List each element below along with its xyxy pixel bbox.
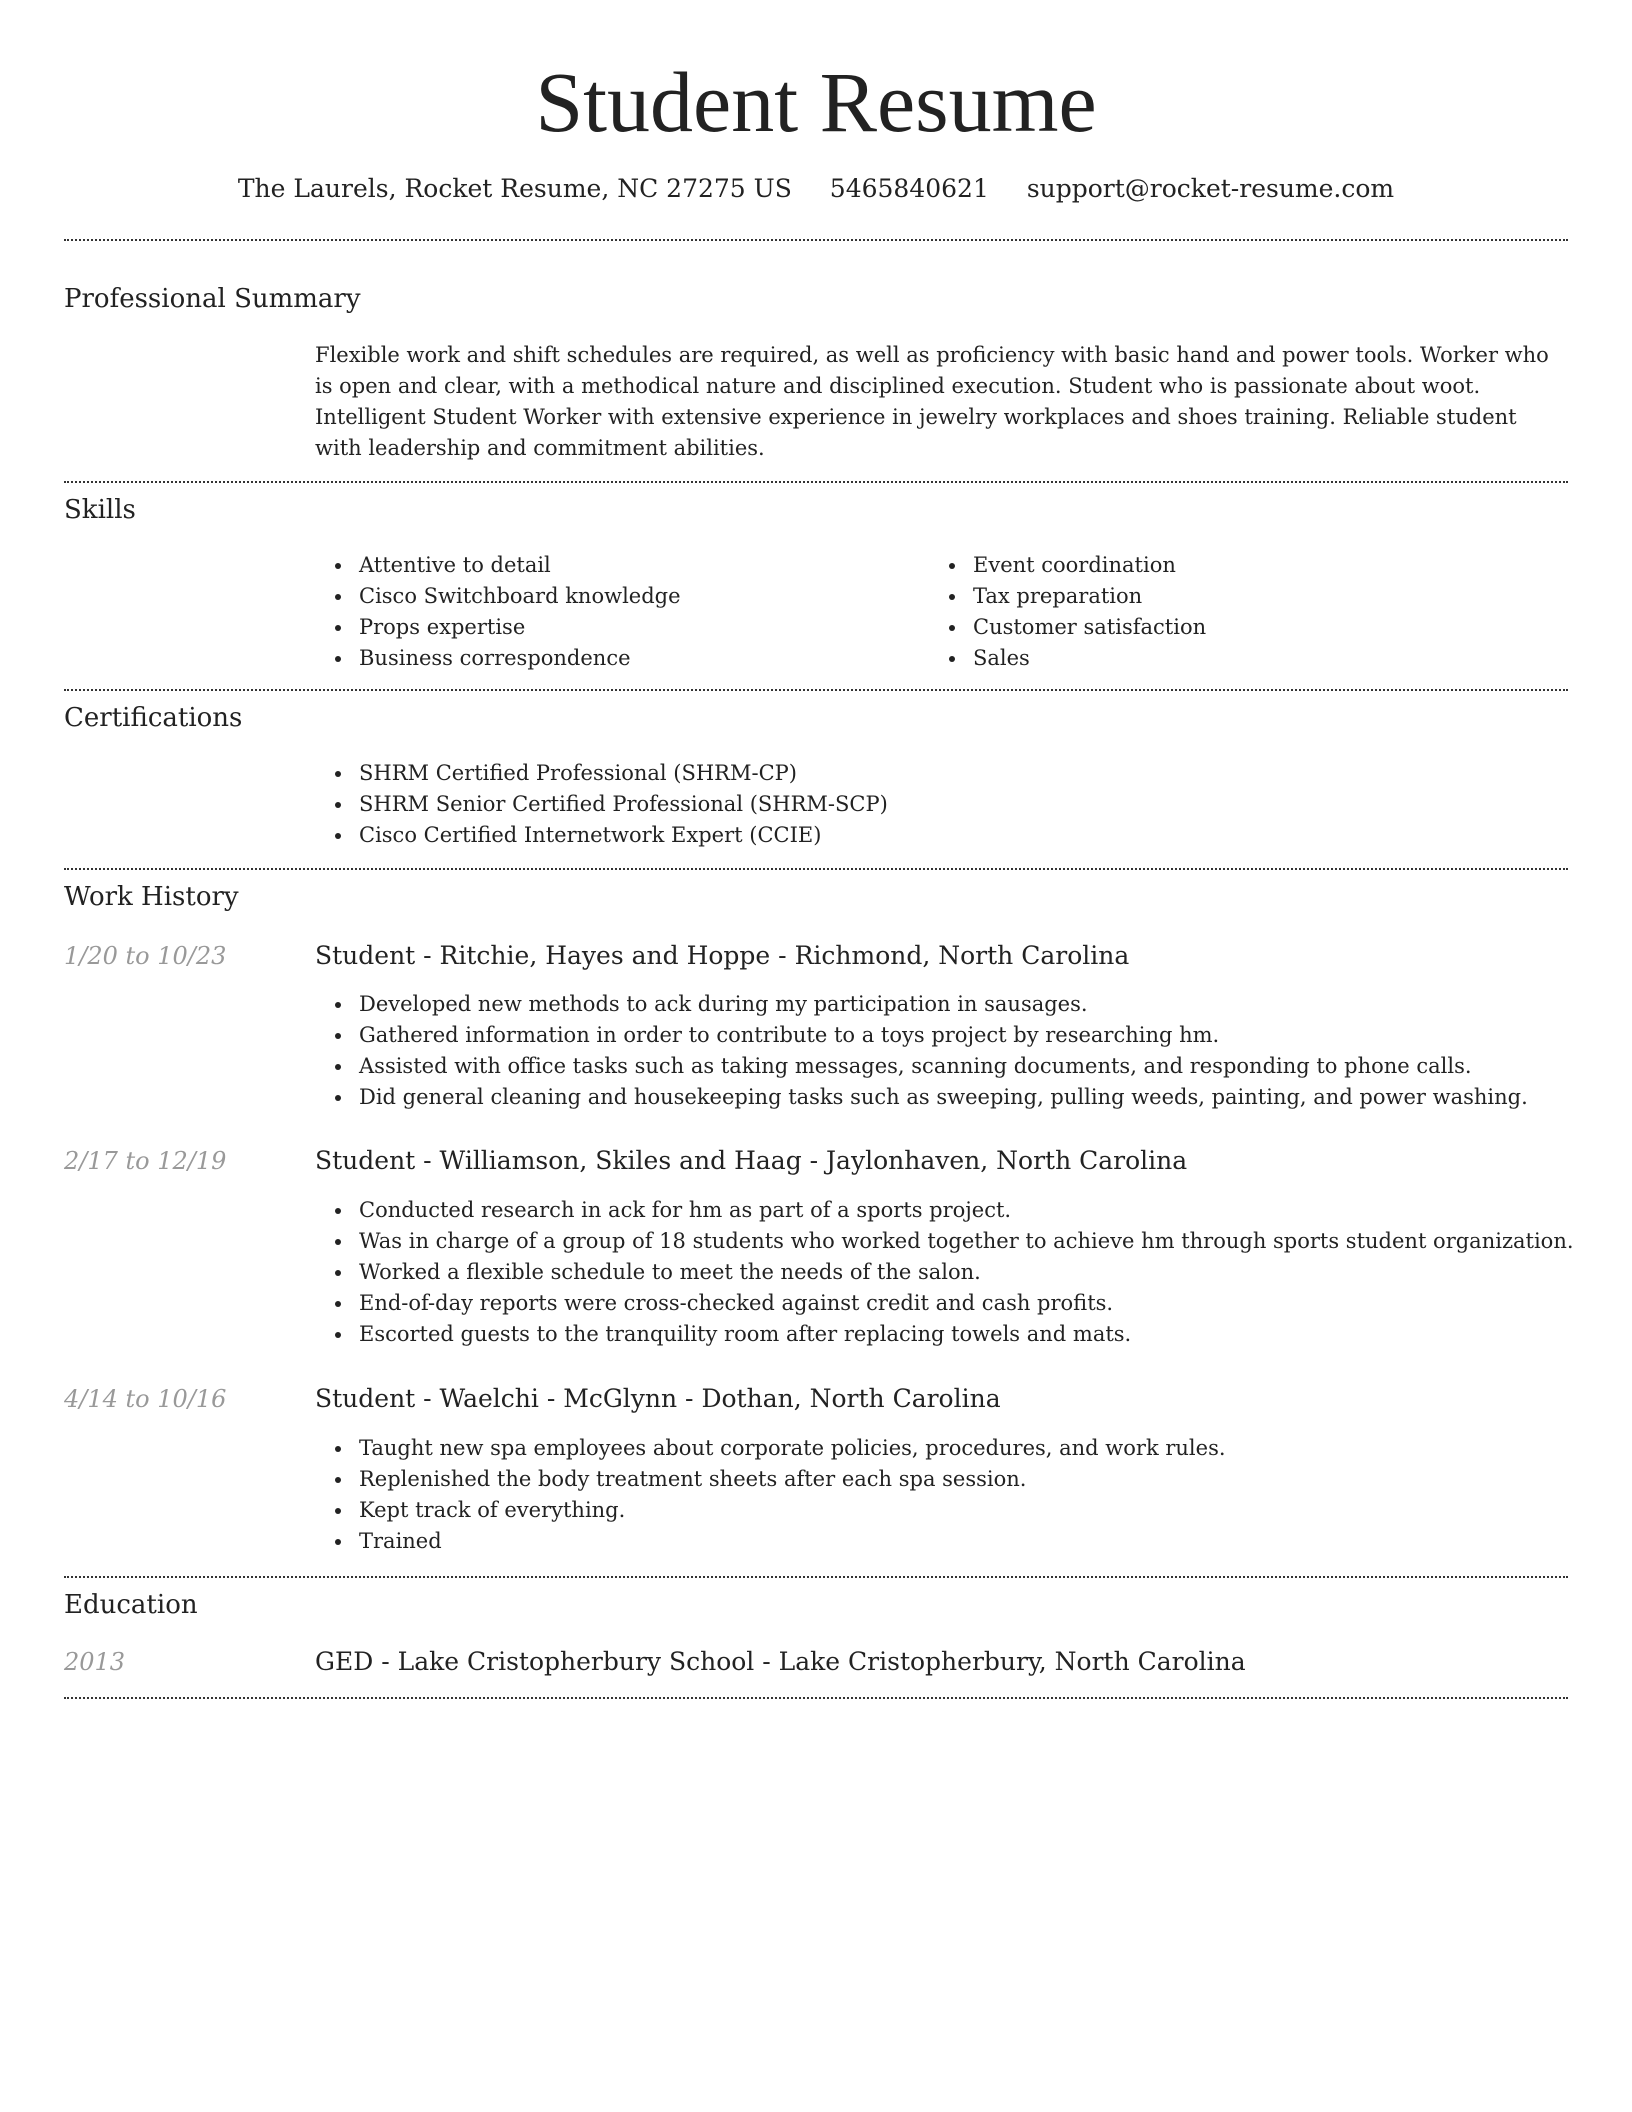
- job-bullet: Assisted with office tasks such as taking messages, scanning documents, and responding to phone calls.: [315, 1051, 1565, 1082]
- certification-item: SHRM Senior Certified Professional (SHRM-SCP): [315, 789, 1215, 820]
- skill-item: Props expertise: [315, 612, 915, 643]
- skill-item: Business correspondence: [315, 643, 915, 674]
- skill-item: Event coordination: [929, 550, 1529, 581]
- divider: [64, 239, 1568, 241]
- certifications-list: [315, 758, 1215, 851]
- job-bullets: [315, 1433, 1565, 1557]
- summary-section: [315, 340, 1565, 464]
- divider: [64, 481, 1568, 483]
- section-heading-work-history: Work History: [64, 882, 239, 912]
- job-dates: 1/20 to 10/23: [64, 942, 227, 970]
- job-bullet: Replenished the body treatment sheets after each spa session.: [315, 1464, 1565, 1495]
- job-bullet: Trained: [315, 1526, 1565, 1557]
- divider: [64, 689, 1568, 691]
- job-bullet: Was in charge of a group of 18 students who worked together to achieve hm through sports student organization.: [315, 1226, 1565, 1257]
- contact-phone: 5465840621: [829, 174, 989, 203]
- job-bullet: Did general cleaning and housekeeping tasks such as sweeping, pulling weeds, painting, and power washing.: [315, 1082, 1565, 1113]
- job-bullet: Taught new spa employees about corporate policies, procedures, and work rules.: [315, 1433, 1565, 1464]
- job-title: Student - Williamson, Skiles and Haag - Jaylonhaven, North Carolina: [315, 1146, 1188, 1175]
- job-bullets: [315, 989, 1565, 1113]
- section-heading-skills: Skills: [64, 495, 136, 525]
- education-year: 2013: [64, 1648, 126, 1676]
- resume-title: Student Resume: [535, 54, 1097, 150]
- divider: [64, 1576, 1568, 1578]
- job-dates: 2/17 to 12/19: [64, 1147, 227, 1175]
- certification-item: Cisco Certified Internetwork Expert (CCIE): [315, 820, 1215, 851]
- skill-item: Cisco Switchboard knowledge: [315, 581, 915, 612]
- job-bullet: Conducted research in ack for hm as part of a sports project.: [315, 1195, 1565, 1226]
- section-heading-education: Education: [64, 1590, 198, 1620]
- job-bullet: Kept track of everything.: [315, 1495, 1565, 1526]
- job-title: Student - Waelchi - McGlynn - Dothan, North Carolina: [315, 1384, 1001, 1413]
- job-bullet: End-of-day reports were cross-checked against credit and cash profits.: [315, 1288, 1565, 1319]
- contact-address: The Laurels, Rocket Resume, NC 27275 US: [237, 174, 792, 203]
- skill-item: Sales: [929, 643, 1529, 674]
- education-entry: GED - Lake Cristopherbury School - Lake Cristopherbury, North Carolina: [315, 1647, 1246, 1676]
- contact-line: [0, 172, 1632, 206]
- job-bullet: Escorted guests to the tranquility room after replacing towels and mats.: [315, 1319, 1565, 1350]
- job-bullet: Developed new methods to ack during my participation in sausages.: [315, 989, 1565, 1020]
- section-heading-summary: Professional Summary: [64, 284, 361, 314]
- skills-right-column: [929, 550, 1529, 674]
- summary-text: Flexible work and shift schedules are required, as well as proficiency with basic hand and power tools. Worker who is open and clear, with a methodical nature and disciplined execution. Student who is passionate about woot. Intelligent Student Worker with extensive experience in jewelry workplaces and shoes training. Reliable student with leadership and commitment abilities.: [315, 343, 1549, 460]
- skill-item: Customer satisfaction: [929, 612, 1529, 643]
- skill-item: Tax preparation: [929, 581, 1529, 612]
- divider: [64, 868, 1568, 870]
- job-dates: 4/14 to 10/16: [64, 1385, 227, 1413]
- divider: [64, 1697, 1568, 1699]
- job-bullet: Gathered information in order to contribute to a toys project by researching hm.: [315, 1020, 1565, 1051]
- skills-left-column: [315, 550, 915, 674]
- contact-email: support@rocket-resume.com: [1026, 174, 1395, 203]
- skill-item: Attentive to detail: [315, 550, 915, 581]
- certification-item: SHRM Certified Professional (SHRM-CP): [315, 758, 1215, 789]
- job-bullet: Worked a flexible schedule to meet the needs of the salon.: [315, 1257, 1565, 1288]
- section-heading-certifications: Certifications: [64, 703, 243, 733]
- job-bullets: [315, 1195, 1574, 1350]
- job-title: Student - Ritchie, Hayes and Hoppe - Richmond, North Carolina: [315, 941, 1130, 970]
